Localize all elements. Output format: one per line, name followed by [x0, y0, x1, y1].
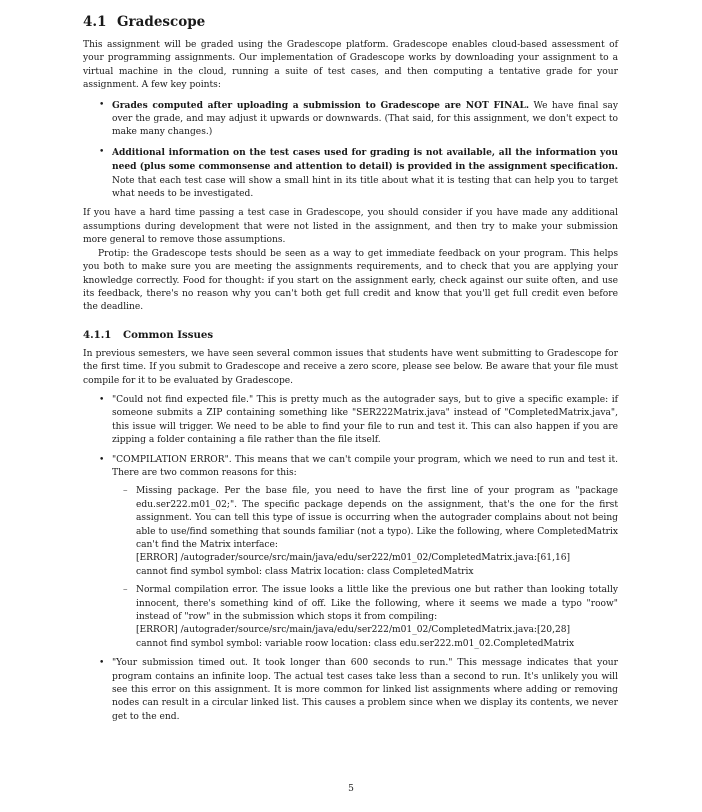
key-point-bold: Additional information on the test cases used for grading is not available, all the information you need (plus some commonsense and attention to detail) is provided in the assignment specification. [112, 146, 618, 173]
bullet-icon: • [99, 146, 105, 157]
reason-item [123, 485, 618, 579]
dash-icon: – [123, 585, 128, 596]
section-number: 4.1 [83, 14, 107, 30]
subsection-title: Common Issues [123, 328, 214, 341]
section-heading [83, 12, 618, 32]
error-line: [ERROR] /autograder/source/src/main/java/edu/ser222/m01_02/CompletedMatrix.java:[20,28] [136, 625, 571, 636]
protip-paragraph: Protip: the Gradescope tests should be seen as a way to get immediate feedback on your program. This helps you both to make sure you are meeting the assignments requirements, and to check that you are applying your knowledge correctly. Food for thought: if you start on the assignment early, check against our suite often, and use its feedback, there's no reason why you can't both get full credit and know that you'll get full credit even before the deadline. [83, 248, 618, 313]
bullet-icon: • [99, 99, 105, 110]
issues-list [83, 394, 618, 724]
key-point-item [99, 146, 618, 202]
issue-text: "COMPILATION ERROR". This means that we can't compile your program, which we need to run and test it. There are two common reasons for this: [112, 454, 618, 478]
error-line: [ERROR] /autograder/source/src/main/java/edu/ser222/m01_02/CompletedMatrix.java:[61,16] [136, 553, 571, 564]
key-points-list [83, 99, 618, 202]
key-point-item [99, 99, 618, 140]
bullet-icon: • [99, 394, 105, 405]
issue-item [99, 454, 618, 652]
subsection-intro: In previous semesters, we have seen several common issues that students have went submitting to Gradescope for the first time. If you submit to Gradescope and receive a zero score, please see below. Be aware that your file must compile for it to be evaluated by Gradescope. [83, 348, 618, 386]
key-point-bold: Grades computed after uploading a submission to Gradescope are NOT FINAL. [112, 99, 530, 111]
bullet-icon: • [99, 454, 105, 465]
reason-text: Missing package. Per the base file, you need to have the first line of your program as "package edu.ser222.m01_02;". The specific package depends on the assignment, that's the one for the first assignment. You can tell this type of issue is occurring when the autograder complains about not being able to use/find something that sounds familiar (not a typo). Like the following, where CompletedMatrix can't find the Matrix interface: [136, 486, 618, 550]
issue-text: "Your submission timed out. It took longer than 600 seconds to run." This message indicates that your program contains an infinite loop. The actual test cases take less than a second to run. It's unlikely you will see this error on this assignment. It is more common for linked list assignments where adding or removing nodes can result in a circular linked list. This causes a problem since when we display its contents, we never get to the end. [112, 658, 618, 722]
key-point-text: We have final say over the grade, and may adjust it upwards or downwards. (That said, for this assignment, we don't expect to make many changes.) [112, 100, 618, 138]
compilation-reasons-list [112, 485, 618, 651]
issue-item [99, 657, 618, 724]
subsection-number: 4.1.1 [83, 328, 112, 341]
reason-item [123, 584, 618, 651]
issue-item [99, 394, 618, 448]
page-number: 5 [348, 784, 354, 794]
error-detail: cannot find symbol symbol: variable roow location: class edu.ser222.m01_02.CompletedMatrix [136, 638, 575, 649]
section-title: Gradescope [117, 14, 206, 30]
document-page [83, 12, 618, 730]
key-point-text: Note that each test case will show a small hint in its title about what it is testing that can help you to target what needs to be investigated. [112, 175, 618, 200]
error-detail: cannot find symbol symbol: class Matrix location: class CompletedMatrix [136, 566, 474, 577]
bullet-icon: • [99, 658, 105, 669]
subsection-heading [83, 328, 618, 342]
dash-icon: – [123, 486, 128, 497]
issue-text: "Could not find expected file." This is pretty much as the autograder says, but to give a specific example: if someone submits a ZIP containing something like "SER222Matrix.java" instead of "CompletedMatrix.java", this issue will trigger. We need to be able to find your file to run and test it. This can also happen if you are zipping a folder containing a file rather than the file itself. [112, 394, 618, 446]
paragraph: If you have a hard time passing a test case in Gradescope, you should consider if you have made any additional assumptions during development that were not listed in the assignment, and then try to make your submission more general to remove those assumptions. [83, 208, 618, 246]
reason-text: Normal compilation error. The issue looks a little like the previous one but rather than looking totally innocent, there's something kind of off. Like the following, where it seems we made a typo "roow" instead of "row" in the submission which stops it from compiling: [136, 585, 618, 623]
section-intro: This assignment will be graded using the Gradescope platform. Gradescope enables cloud-based assessment of your programming assignments. Our implementation of Gradescope works by downloading your assignment to a virtual machine in the cloud, running a suite of test cases, and then computing a tentative grade for your assignment. A few key points: [83, 40, 618, 91]
